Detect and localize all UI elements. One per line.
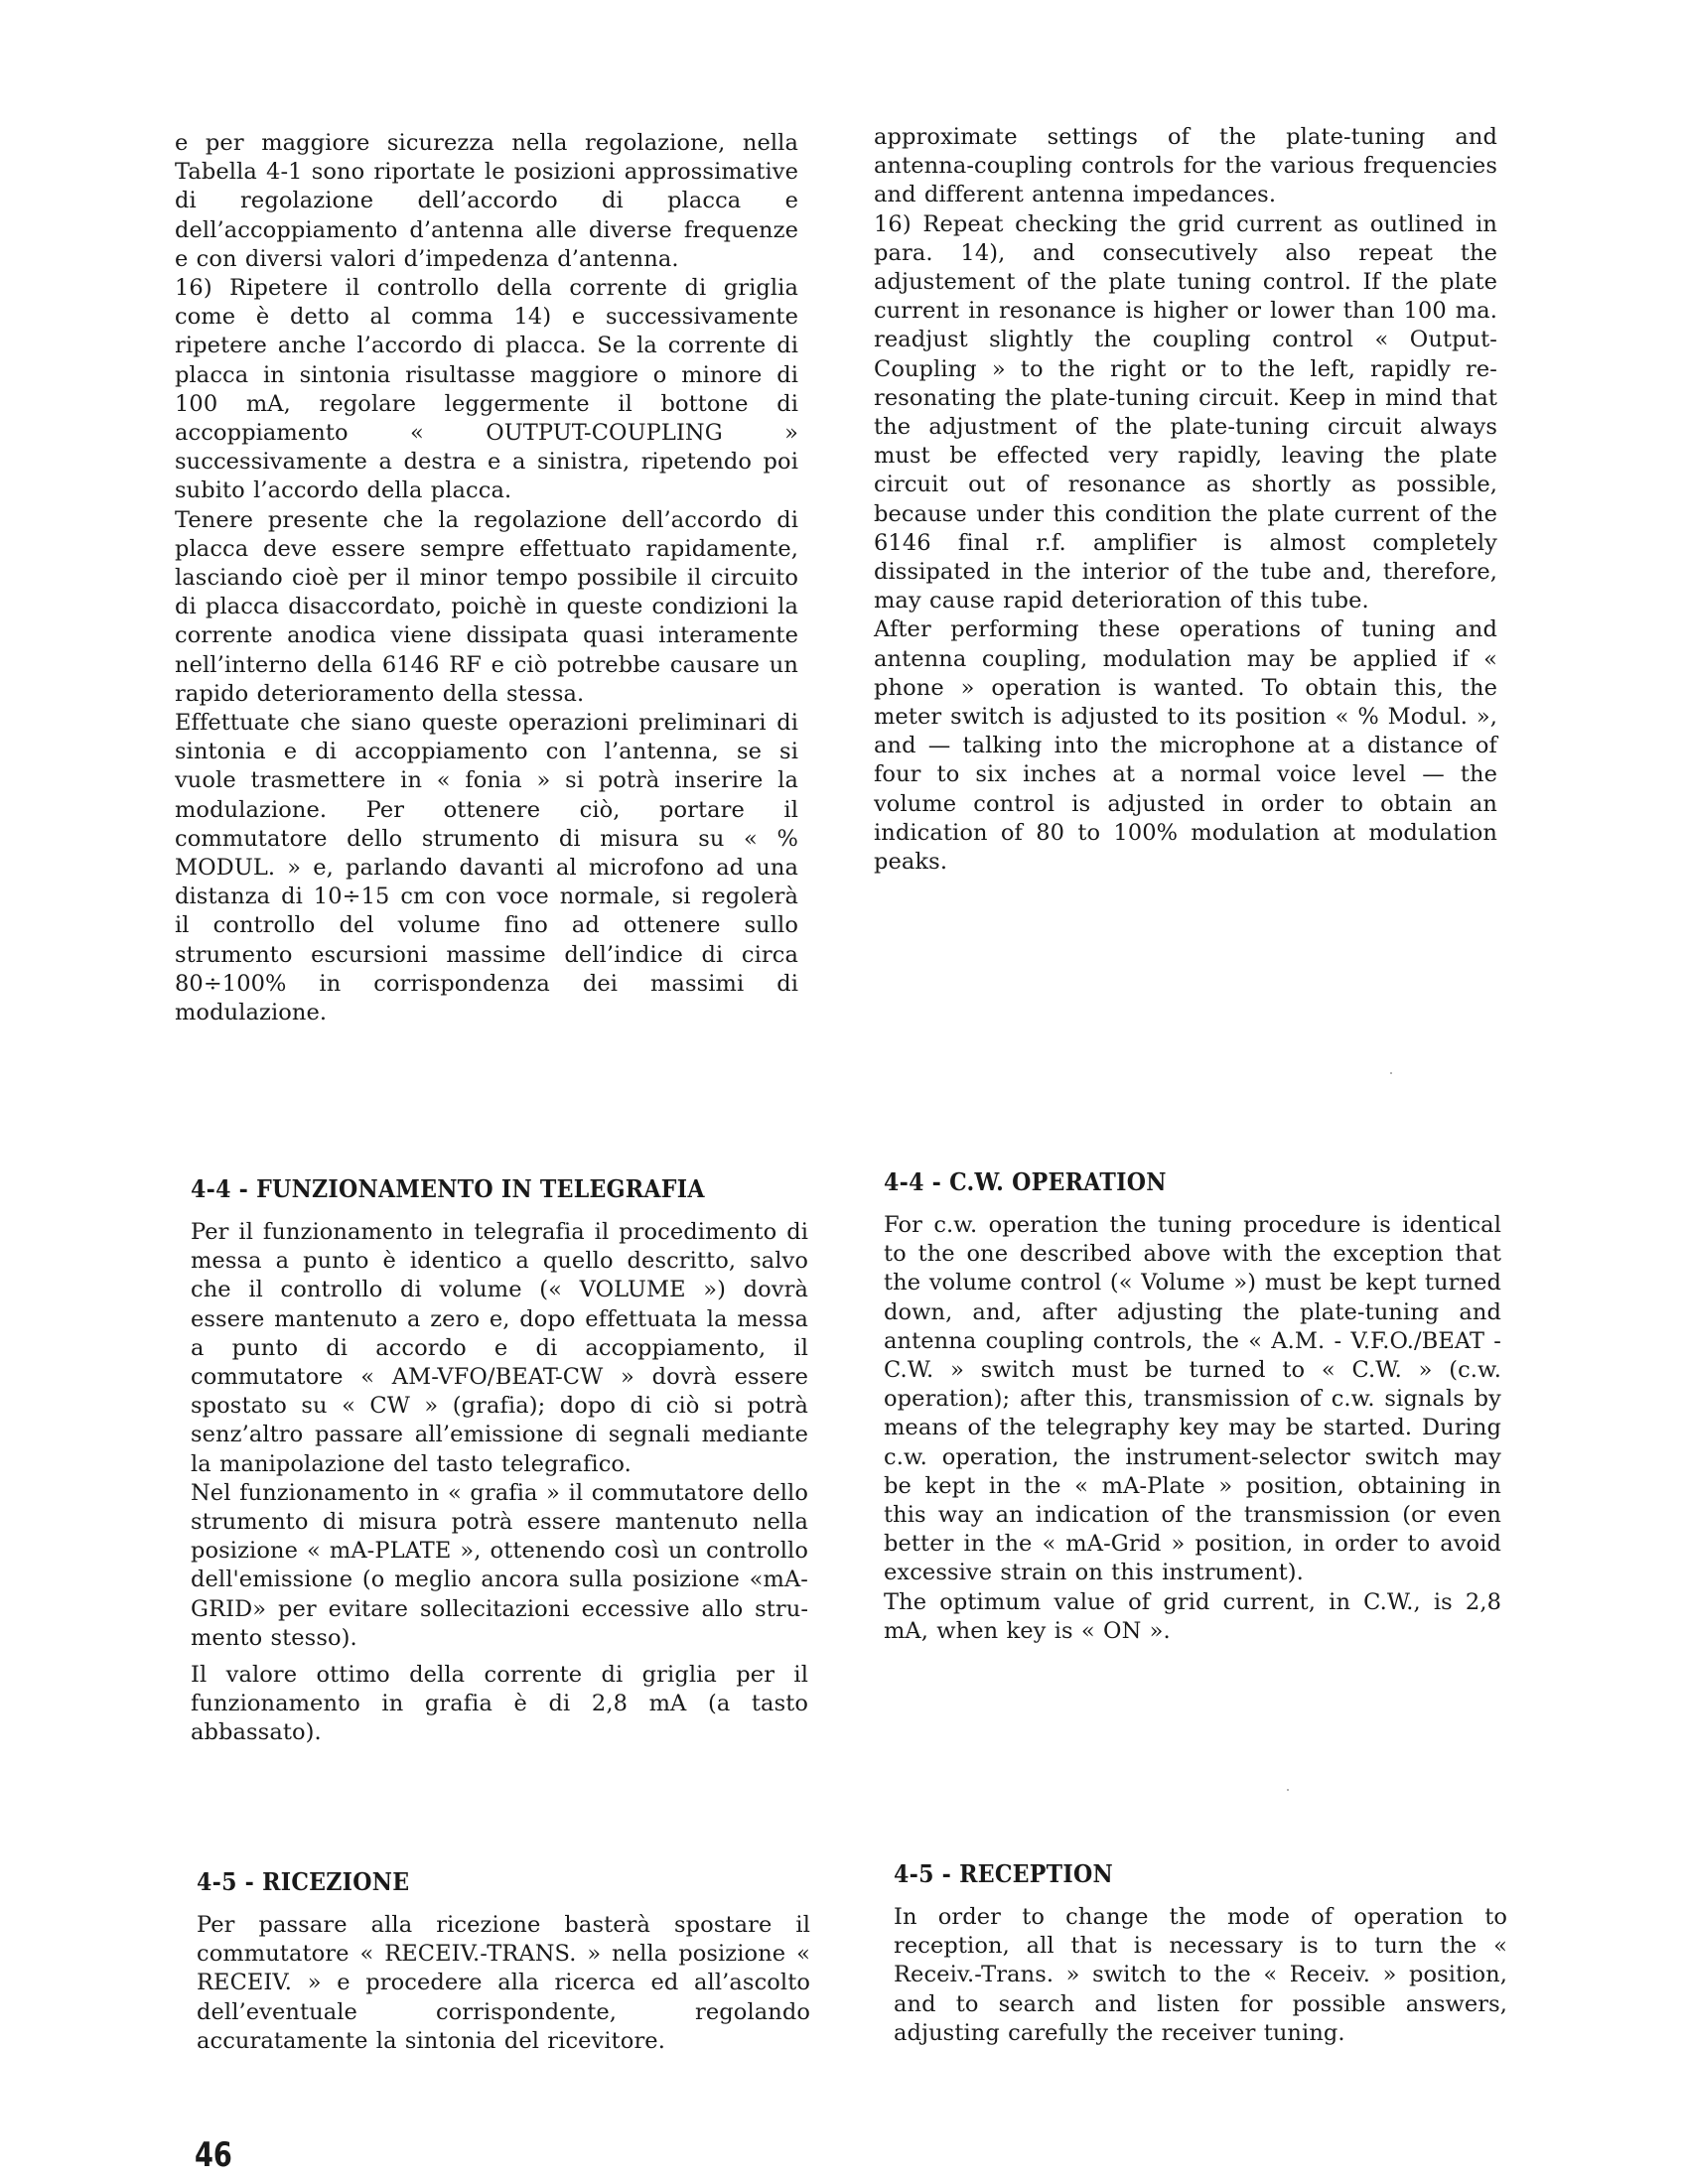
paragraph: Effettuate che siano queste operazioni preliminari di sintonia e di accoppiamento con l’antenna, se si vuole trasmettere in « fonia » si potrà inserire la modulazione. Per ottenere ciò, portare il commutatore dello strumento di misura su « % MODUL. » e, parlando davanti al microfono ad una distanza di 10÷15 cm con voce normale, si regolerà il controllo del volume fino ad ottenere sullo strumento escursioni massime dell’indice di circa 80÷100% in corrispondenza dei massimi di modulazione. [175,710,798,1026]
paragraph: Nel funzionamento in « grafia » il commutatore dello strumento di misura potrà essere mantenuto nella posizione « mA-PLATE », ottenendo così un controllo dell'emissione (o meglio ancora sulla posizione «mA-GRID» per evitare sollecitazioni eccessive allo strumento stesso). [191,1479,808,1651]
paragraph: Tenere presente che la regolazione dell’accordo di placca deve essere sempre effettuato rapidamente, lasciando cioè per il minor tempo possibile il circuito di placca disaccordato, poichè in queste condizioni la corrente anodica viene dissipata quasi interamente nell’interno della 6146 RF e ciò potrebbe causare un rapido deterioramento della stessa. [175,506,798,707]
english-intro-block [874,123,1497,877]
section-heading: 4-4 - C.W. OPERATION [884,1167,1167,1196]
paragraph: For c.w. operation the tuning procedure is identical to the one described above with the exception that the volume control (« Volume ») must be kept turned down, and, after adjusting the plate-tuning and antenna coupling controls, the « A.M. - V.F.O./BEAT - C.W. » switch must be turned to « C.W. » (c.w. operation); after this, transmission of c.w. signals by means of the telegraphy key may be started. During c.w. operation, the instrument-selector switch may be kept in the « mA-Plate » position, obtaining in this way an indication of the transmission (or even better in the « mA-Grid » position, in order to avoid excessive strain on this instrument). [884,1212,1501,1586]
section-cw-operation [884,1167,1501,1646]
paragraph: In order to change the mode of operation to reception, all that is necessary is to turn the « Receiv.-Trans. » switch to the « Receiv. » position, and to search and listen for possible answers, adjusting carefully the receiver tuning. [894,1904,1507,2046]
paragraph: The optimum value of grid current, in C.W., is 2,8 mA, when key is « ON ». [884,1588,1501,1644]
scan-speck [1390,1072,1392,1074]
section-heading: 4-5 - RICEZIONE [197,1867,410,1896]
section-ricezione [197,1867,810,2056]
section-heading: 4-5 - RECEPTION [894,1859,1113,1888]
paragraph: 16) Repeat checking the grid current as outlined in para. 14), and consecutively also repeat the adjustement of the plate tuning control. If the plate current in resonance is higher or lower than 100 ma. readjust slightly the coupling control « Output-Coupling » to the right or to the left, rapidly re-resonating the plate-tuning circuit. Keep in mind that the adjustment of the plate-tuning circuit always must be effected very rapidly, leaving the plate circuit out of resonance as shortly as possible, because under this condition the plate current of the 6146 final r.f. amplifier is almost completely dissipated in the interior of the tube and, therefore, may cause rapid deterioration of this tube. [874,210,1497,614]
paragraph: Per il funzionamento in telegrafia il procedimento di messa a punto è identico a quello descritto, salvo che il controllo di volume (« VOLUME ») dovrà essere mantenuto a zero e, dopo effettuata la messa a punto di accordo e di accoppiamento, il commutatore « AM-VFO/BEAT-CW » dovrà essere spostato su « CW » (grafia); dopo di ciò si potrà senz’altro passare all’emissione di segnali mediante la manipolazione del tasto telegrafico. [191,1219,808,1477]
section-heading: 4-4 - FUNZIONAMENTO IN TELEGRAFIA [191,1174,705,1203]
italian-intro-block [175,129,798,1027]
paragraph: e per maggiore sicurezza nella regolazione, nella Tabella 4-1 sono riportate le posizioni approssimative di regolazione dell’accordo di placca e dell’accoppiamento d’antenna alle diverse frequenze e con diversi valori d’impedenza d’antenna. [175,130,798,272]
section-telegrafia [191,1174,808,1748]
paragraph: approximate settings of the plate-tuning and antenna-coupling controls for the various frequencies and different antenna impedances. [874,124,1497,208]
scan-speck [1287,1789,1289,1791]
paragraph: Per passare alla ricezione basterà spostare il commutatore « RECEIV.-TRANS. » nella posizione « RECEIV. » e procedere alla ricerca ed all’ascolto dell’eventuale corrispondente, regolando accuratamente la sintonia del ricevitore. [197,1912,810,2054]
section-reception [894,1859,1507,2048]
paragraph: After performing these operations of tuning and antenna coupling, modulation may be applied if « phone » operation is wanted. To obtain this, the meter switch is adjusted to its position « % Modul. », and — talking into the microphone at a distance of four to six inches at a normal voice level — the volume control is adjusted in order to obtain an indication of 80 to 100% modulation at modulation peaks. [874,616,1497,876]
paragraph: 16) Ripetere il controllo della corrente di griglia come è detto al comma 14) e successivamente ripetere anche l’accordo di placca. Se la corrente di placca in sintonia risultasse maggiore o minore di 100 mA, regolare leggermente il bottone di accoppiamento « OUTPUT-COUPLING » successivamente a destra e a sinistra, ripetendo poi subito l’accordo della placca. [175,275,798,504]
paragraph: Il valore ottimo della corrente di griglia per il funzionamento in grafia è di 2,8 mA (a tasto abbassato). [191,1662,808,1746]
page-number: 46 [195,2135,232,2175]
